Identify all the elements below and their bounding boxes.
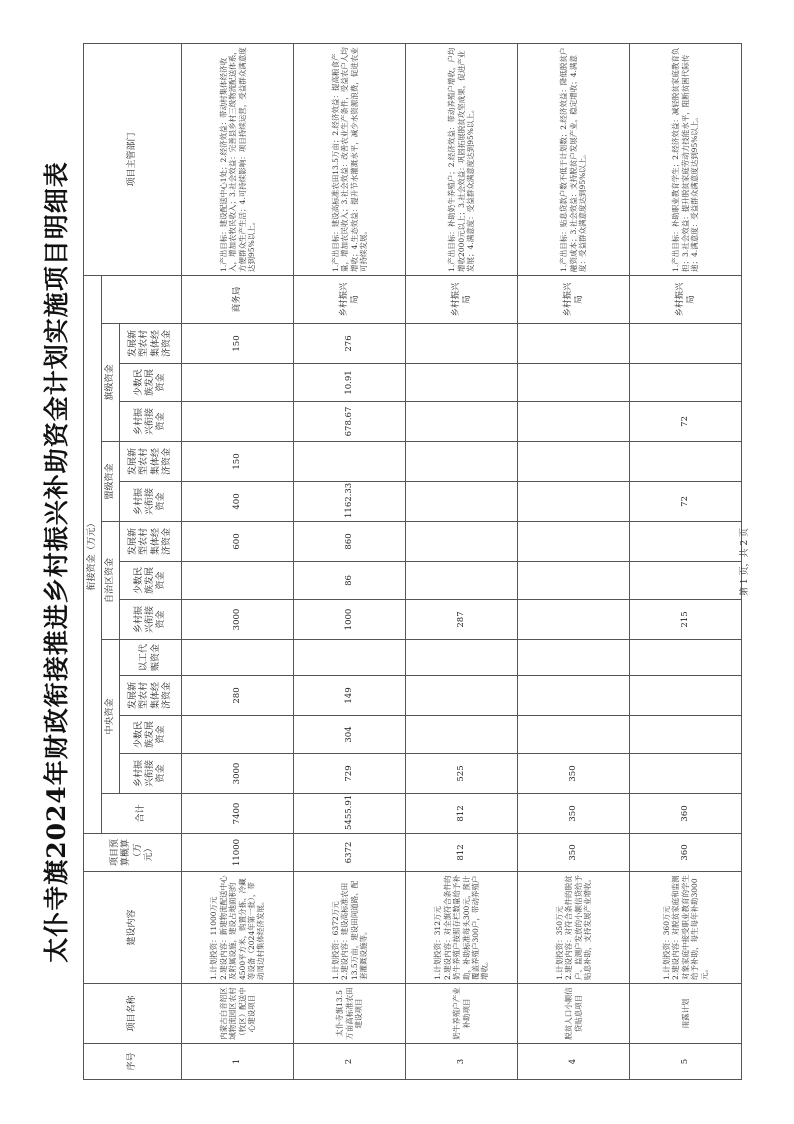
row-central-dev [630,676,742,716]
row-banner-rev [182,402,294,442]
row-seq: 1 [182,1044,294,1080]
row-seq: 5 [630,1044,742,1080]
header-b-dev: 发展新型农村集体经济资金 [120,324,182,364]
row-name: 脱贫人口小额信贷贴息项目 [518,984,630,1044]
row-league-rev: 72 [630,482,742,522]
header-funds-group: 衔接资金（万元） [84,275,102,833]
header-spacer [102,275,120,323]
row-central-work [406,640,518,676]
header-region: 自治区资金 [102,522,120,640]
row-total: 7400 [182,794,294,834]
row-total: 812 [406,794,518,834]
header-budget: 项目预算概算（万元） [84,834,182,872]
row-name: 太仆寺旗13.5万亩高标准农田建设项目 [294,984,406,1044]
row-league-dev [406,442,518,482]
row-banner-rev: 72 [630,402,742,442]
row-banner-min [518,364,630,402]
page-footer: 第 1 页，共 2 页 [740,528,750,596]
row-goal: 1.产出目标：贴息贷款户数不低于计划数；2.经济效益：降低脱贫户融资成本；3.社会效益：支持脱贫户发展产业，稳定增收；4.满意度：受益群众满意度达到95%以上。 [518,43,630,275]
row-region-rev: 3000 [182,600,294,640]
row-banner-min: 10.91 [294,364,406,402]
row-league-rev [406,482,518,522]
row-region-min [518,562,630,600]
row-region-dev [518,522,630,562]
table-row [518,43,630,1079]
row-total: 5455.91 [294,794,406,834]
header-c-rev: 乡村振兴衔接资金 [120,754,182,794]
project-table [83,43,742,1080]
row-region-rev: 215 [630,600,742,640]
row-banner-min [182,364,294,402]
row-content: 1.计划投资：11000万元 2.建设内容：新建物流配送中心及附属设施，建设占地面积约4500平方米，购置分拣、冷藏等设备（2024年第一批），带动周边村集体经济发展。 [182,872,294,984]
row-content: 1.计划投资：6372万元 2.建设内容：建设高标准农田13.5万亩，建设田间道路、配套灌溉设施等。 [294,872,406,984]
row-banner-rev: 678.67 [294,402,406,442]
table-row [294,43,406,1079]
row-central-rev: 350 [518,754,630,794]
row-central-work [294,640,406,676]
row-dept: 乡村振兴局 [518,275,630,323]
row-name: 内蒙古白音绍区域物流园区农村（牧区）配送中心建设项目 [182,984,294,1044]
header-c-dev: 发展新型农村集体经济资金 [120,676,182,716]
row-banner-dev [630,324,742,364]
header-l-dev: 发展新型农村集体经济资金 [120,442,182,482]
row-banner-dev [518,324,630,364]
row-league-dev [294,442,406,482]
row-seq: 2 [294,1044,406,1080]
row-region-rev: 287 [406,600,518,640]
header-c-work: 以工代赈资金 [120,640,182,676]
row-banner-min [630,364,742,402]
row-league-dev [518,442,630,482]
row-central-dev [518,676,630,716]
row-content: 1.计划投资：360万元 2.建设内容：对脱贫家庭和监测对象家庭中接受职业教育的学生给予补助，每生每年补助3000元。 [630,872,742,984]
header-banner: 旗级资金 [102,324,120,442]
header-seq: 序号 [84,1044,182,1080]
row-region-dev [630,522,742,562]
row-content: 1.计划投资：350万元 2.建设内容：对符合条件的脱贫户、监测户发放的小额信贷给予贴息补助，支持发展产业增收。 [518,872,630,984]
header-dept: 项目主管部门 [84,43,182,275]
row-budget: 360 [630,834,742,872]
row-banner-rev [518,402,630,442]
rotated-page [37,42,757,1082]
row-content: 1.计划投资：312万元 2.建设内容：对全旗符合条件的奶牛养殖户按照存栏数量给予补助，补助标准每头300元，预计覆盖养殖户300户，带动养殖户增收。 [406,872,518,984]
row-name: 雨露计划 [630,984,742,1044]
row-central-min [630,716,742,754]
header-name: 项目名称 [84,984,182,1044]
row-central-dev [406,676,518,716]
header-central: 中央资金 [102,640,120,794]
row-region-rev [518,600,630,640]
row-region-dev: 860 [294,522,406,562]
row-central-min: 304 [294,716,406,754]
row-league-dev [630,442,742,482]
row-budget: 350 [518,834,630,872]
header-l-rev: 乡村振兴衔接资金 [120,482,182,522]
header-league: 盟级资金 [102,442,120,522]
row-name: 奶牛养殖户产业补助项目 [406,984,518,1044]
row-banner-rev [406,402,518,442]
row-central-dev: 149 [294,676,406,716]
row-region-min [406,562,518,600]
table-row [182,43,294,1079]
row-budget: 11000 [182,834,294,872]
header-r-min: 少数民族发展资金 [120,562,182,600]
header-content: 建设内容 [84,872,182,984]
row-total: 360 [630,794,742,834]
row-region-min [630,562,742,600]
row-league-rev: 1162.33 [294,482,406,522]
row-dept: 乡村振兴局 [406,275,518,323]
row-central-rev [630,754,742,794]
row-banner-min [406,364,518,402]
row-central-work [630,640,742,676]
header-b-rev: 乡村振兴衔接资金 [120,402,182,442]
row-league-rev [518,482,630,522]
row-goal: 1.产出目标：补助职业教育学生；2.经济效益：减轻脱贫家庭教育负担；3.社会效益：提升脱贫家庭劳动力技能水平，阻断贫困代际传递；4.满意度：受益群众满意度达到95%以上。 [630,43,742,275]
row-region-min [182,562,294,600]
table-row [406,43,518,1079]
row-central-dev: 280 [182,676,294,716]
row-region-min: 86 [294,562,406,600]
row-central-rev: 3000 [182,754,294,794]
row-goal: 1.产出目标：建设高标准农田13.5万亩；2.经济效益：提高粮食产量，增加农民收入；3.社会效益：改善农业生产条件，受益农户人均增收；4.生态效益：提升节水灌溉水平，减少水资源浪费，促进农业可持续发展。 [294,43,406,275]
row-budget: 812 [406,834,518,872]
row-region-dev [406,522,518,562]
row-goal: 1.产出目标：建设配送中心1处；2.经济效益：带动村集体经济收入，增加农牧民收入；3.社会效益：完善县乡村三级物流配送体系，方便群众生产生活；4.可持续影响：项目持续运营，受益群众满意度达到95%以上。 [182,43,294,275]
row-central-work [518,640,630,676]
row-seq: 4 [518,1044,630,1080]
row-central-min [406,716,518,754]
row-banner-dev [406,324,518,364]
row-dept: 乡村振兴局 [630,275,742,323]
row-banner-dev: 150 [182,324,294,364]
row-central-rev: 525 [406,754,518,794]
row-central-min [182,716,294,754]
row-region-rev: 1000 [294,600,406,640]
row-dept: 乡村振兴局 [294,275,406,323]
table-row [630,43,742,1079]
header-spacer-2 [120,275,182,323]
row-central-work [182,640,294,676]
row-dept: 商务局 [182,275,294,323]
header-c-min: 少数民族发展资金 [120,716,182,754]
row-seq: 3 [406,1044,518,1080]
row-goal: 1.产出目标：补助奶牛养殖户；2.经济效益：带动养殖户增收，户均增收2000元以上；3.社会效益：巩固拓展脱贫攻坚成果，促进产业发展；4.满意度：受益群众满意度达到95%以上。 [406,43,518,275]
header-b-min: 少数民族发展资金 [120,364,182,402]
row-total: 350 [518,794,630,834]
row-banner-dev: 276 [294,324,406,364]
page-title: 太仆寺旗2024年财政衔接推进乡村振兴补助资金计划实施项目明细表 [42,161,71,963]
row-budget: 6372 [294,834,406,872]
row-league-dev: 150 [182,442,294,482]
row-league-rev: 400 [182,482,294,522]
header-r-rev: 乡村振兴衔接资金 [120,600,182,640]
row-central-rev: 729 [294,754,406,794]
row-region-dev: 600 [182,522,294,562]
header-total: 合计 [102,794,182,834]
header-r-dev: 发展新型农村集体经济资金 [120,522,182,562]
row-central-min [518,716,630,754]
